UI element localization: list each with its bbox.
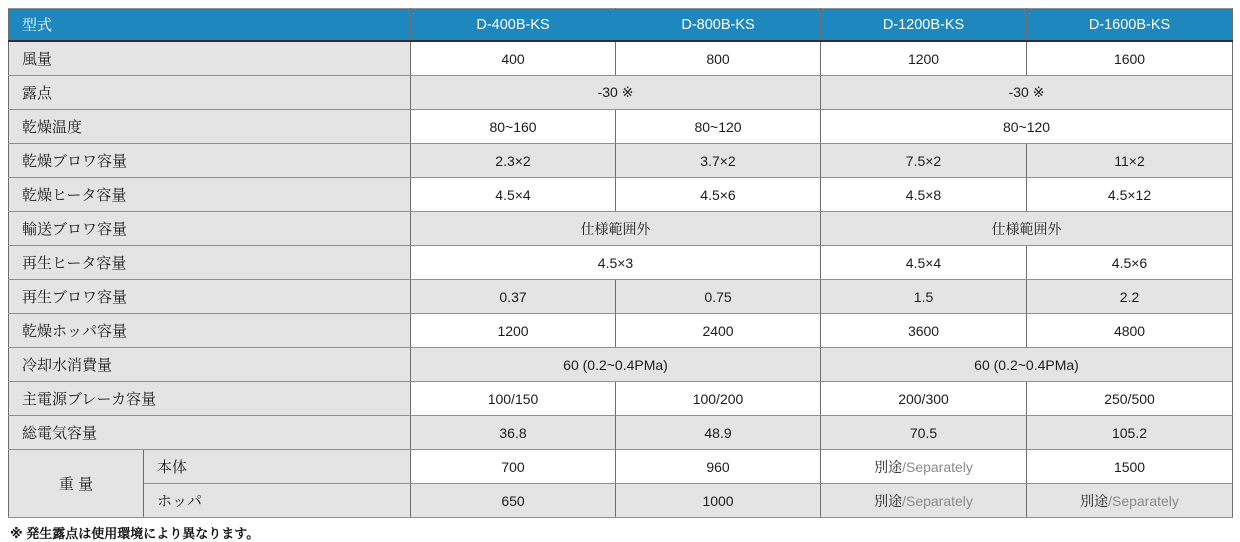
value-cell: 700	[411, 450, 616, 484]
separately-en-text: /Separately	[1108, 492, 1179, 509]
value-cell: 4.5×3	[411, 246, 821, 280]
table-row	[9, 314, 1233, 348]
value-cell: 4.5×4	[821, 246, 1027, 280]
value-cell	[1027, 484, 1233, 518]
value-cell: 650	[411, 484, 616, 518]
table-row	[9, 280, 1233, 314]
separately-en-text: /Separately	[902, 458, 973, 475]
table-row	[9, 382, 1233, 416]
value-cell: 70.5	[821, 416, 1027, 450]
value-cell: 4.5×6	[616, 178, 821, 212]
separately-jp-text: 別途	[1080, 492, 1109, 509]
model-header-cell: D-1200B-KS	[821, 9, 1027, 42]
value-cell: 105.2	[1027, 416, 1233, 450]
value-cell	[821, 450, 1027, 484]
table-row	[9, 110, 1233, 144]
value-cell: 4.5×8	[821, 178, 1027, 212]
value-cell: 1000	[616, 484, 821, 518]
value-cell: 80~120	[821, 110, 1233, 144]
value-cell: 4.5×12	[1027, 178, 1233, 212]
value-cell: 2400	[616, 314, 821, 348]
value-cell: 250/500	[1027, 382, 1233, 416]
row-label-cell: 冷却水消費量	[9, 348, 411, 382]
value-cell: -30 ※	[411, 76, 821, 110]
weight-sub-label-cell: 本体	[144, 450, 411, 484]
table-row	[9, 144, 1233, 178]
row-label-cell: 露点	[9, 76, 411, 110]
row-label-cell: 再生ブロワ容量	[9, 280, 411, 314]
value-cell	[821, 484, 1027, 518]
value-cell: 1500	[1027, 450, 1233, 484]
table-row	[9, 212, 1233, 246]
value-cell: 48.9	[616, 416, 821, 450]
value-cell: 200/300	[821, 382, 1027, 416]
separately-jp-text: 別途	[874, 492, 903, 509]
value-cell: 1600	[1027, 41, 1233, 76]
table-row	[9, 178, 1233, 212]
row-label-cell: 輸送ブロワ容量	[9, 212, 411, 246]
footnote: ※ 発生露点は使用環境により異なります。	[10, 526, 260, 541]
weight-row	[9, 484, 1233, 518]
value-cell: 36.8	[411, 416, 616, 450]
value-cell: 960	[616, 450, 821, 484]
row-label-cell: 乾燥ヒータ容量	[9, 178, 411, 212]
row-label-cell: 乾燥ホッパ容量	[9, 314, 411, 348]
value-cell: 60 (0.2~0.4PMa)	[821, 348, 1233, 382]
row-label-cell: 再生ヒータ容量	[9, 246, 411, 280]
value-cell: 800	[616, 41, 821, 76]
value-cell: 仕様範囲外	[821, 212, 1233, 246]
weight-sub-label-cell: ホッパ	[144, 484, 411, 518]
value-cell: 4800	[1027, 314, 1233, 348]
value-cell: 1200	[821, 41, 1027, 76]
value-cell: 100/200	[616, 382, 821, 416]
value-cell: 1200	[411, 314, 616, 348]
value-cell: 0.75	[616, 280, 821, 314]
row-label-cell: 乾燥ブロワ容量	[9, 144, 411, 178]
weight-group-label-cell: 重 量	[9, 450, 144, 518]
value-cell: 100/150	[411, 382, 616, 416]
value-cell: 4.5×6	[1027, 246, 1233, 280]
header-label-cell: 型式	[9, 9, 411, 42]
model-header-cell: D-800B-KS	[616, 9, 821, 42]
value-cell: 3.7×2	[616, 144, 821, 178]
value-cell: 1.5	[821, 280, 1027, 314]
value-cell: 7.5×2	[821, 144, 1027, 178]
value-cell: 4.5×4	[411, 178, 616, 212]
table-row	[9, 416, 1233, 450]
row-label-cell: 総電気容量	[9, 416, 411, 450]
header-row	[9, 9, 1233, 42]
separately-en-text: /Separately	[902, 492, 973, 509]
table-row	[9, 348, 1233, 382]
model-header-cell: D-1600B-KS	[1027, 9, 1233, 42]
value-cell: 80~160	[411, 110, 616, 144]
table-row	[9, 76, 1233, 110]
value-cell: 2.3×2	[411, 144, 616, 178]
value-cell: 11×2	[1027, 144, 1233, 178]
weight-row	[9, 450, 1233, 484]
model-header-cell: D-400B-KS	[411, 9, 616, 42]
value-cell: 3600	[821, 314, 1027, 348]
table-row	[9, 41, 1233, 76]
value-cell: 0.37	[411, 280, 616, 314]
value-cell: 仕様範囲外	[411, 212, 821, 246]
value-cell: 60 (0.2~0.4PMa)	[411, 348, 821, 382]
table-row	[9, 246, 1233, 280]
value-cell: 80~120	[616, 110, 821, 144]
value-cell: 400	[411, 41, 616, 76]
row-label-cell: 風量	[9, 41, 411, 76]
value-cell: -30 ※	[821, 76, 1233, 110]
row-label-cell: 乾燥温度	[9, 110, 411, 144]
separately-jp-text: 別途	[874, 458, 903, 475]
row-label-cell: 主電源ブレーカ容量	[9, 382, 411, 416]
spec-table	[8, 8, 1233, 518]
value-cell: 2.2	[1027, 280, 1233, 314]
